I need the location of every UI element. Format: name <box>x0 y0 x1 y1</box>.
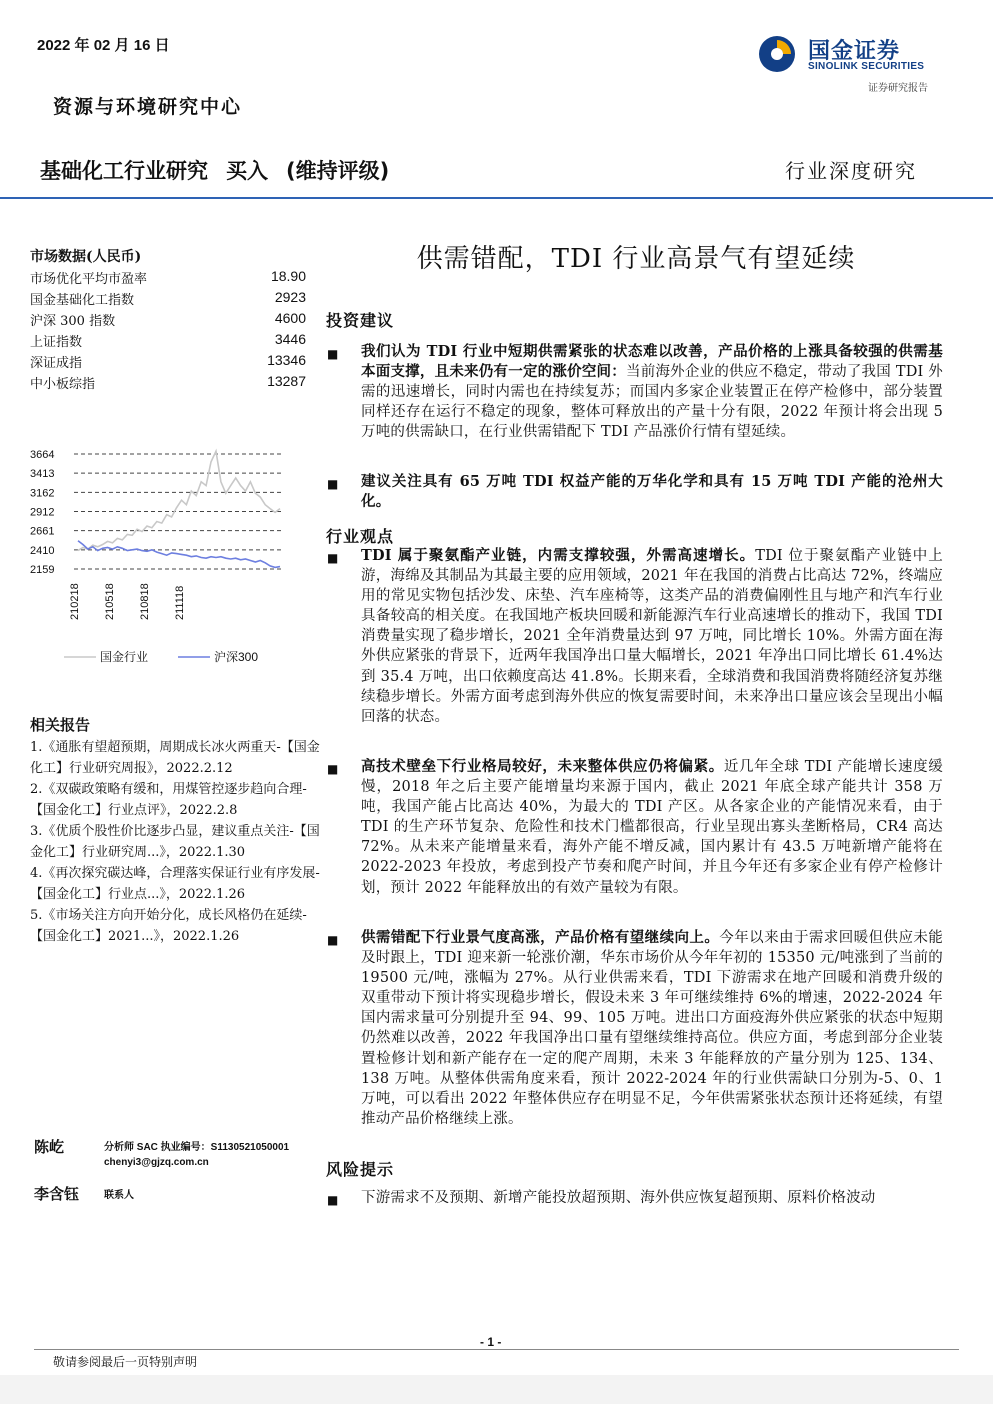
analyst-sac-number: 分析师 SAC 执业编号：S1130521050001 <box>104 1142 290 1153</box>
report-date: 2022 年 02 月 16 日 <box>37 37 170 54</box>
paragraph <box>361 1188 943 1208</box>
analyst-name: 陈屹 <box>34 1138 65 1156</box>
y-tick-label: 3664 <box>30 449 55 461</box>
x-tick-label: 210518 <box>104 583 116 620</box>
market-value: 18.90 <box>270 268 306 284</box>
paragraph <box>361 472 943 512</box>
bullet-icon: ■ <box>327 1193 339 1207</box>
paragraph-lead: 供需错配下行业景气度高涨，产品价格有望继续向上。 <box>361 929 720 946</box>
disclaimer-note: 敬请参阅最后一页特别声明 <box>53 1355 198 1369</box>
bullet-icon: ■ <box>327 762 339 776</box>
paragraph-lead: TDI 属于聚氨酯产业链，内需支撑较强，外需高速增长。 <box>361 547 756 564</box>
x-tick-label: 210218 <box>69 583 81 620</box>
legend-label: 国金行业 <box>100 650 149 664</box>
series-line <box>78 451 280 550</box>
market-row <box>30 268 306 288</box>
market-row <box>30 310 306 330</box>
market-label: 市场优化平均市盈率 <box>30 272 148 287</box>
bullet-icon: ■ <box>327 933 339 947</box>
paragraph-lead: 我们认为 TDI 行业中短期供需紧张的状态难以改善，产品价格的上涨具备较强的供需基本面支撑，且未来仍有一定的涨价空间： <box>361 343 943 381</box>
research-center: 资源与环境研究中心 <box>53 96 243 118</box>
paragraph <box>361 342 943 442</box>
market-label: 中小板综指 <box>30 377 96 392</box>
brand-name: 国金证券 <box>808 39 901 64</box>
analyst-info <box>104 1140 289 1170</box>
paragraph-body: 下游需求不及预期、新增产能投放超预期、海外供应恢复超预期、原料价格波动 <box>361 1190 876 1206</box>
section-industry-view: 行业观点 <box>326 527 395 546</box>
report-category: 行业深度研究 <box>785 159 917 183</box>
y-tick-label: 2912 <box>30 506 55 519</box>
section-risk: 风险提示 <box>326 1160 395 1179</box>
market-row <box>30 289 306 309</box>
rating: 买入 <box>226 159 268 183</box>
legend-label: 沪深300 <box>214 650 259 664</box>
related-report-link[interactable]: 1.《通胀有望超预期，周期成长冰火两重天-【国金化工】行业研究周报》，2022.2.12 <box>30 740 320 776</box>
bullet-icon: ■ <box>327 477 339 491</box>
market-row <box>30 373 306 393</box>
paragraph-body: TDI 位于聚氨酯产业链中上游，海绵及其制品为其最主要的应用领域，2021 年在我国的消费占比高达 72%，终端应用的常见实物包括沙发、床垫、汽车座椅等，这类产品的消费偏刚性且与地产和汽车行业具备较高的相关度。在我国地产板块回暖和新能源汽车行业高速增长的推动下，我国 TDI 消费量实现了稳步增长，2021 全年消费量达到 97 万吨，同比增长 10%。外需方面在海外供应紧张的背景下，近两年我国净出口量大幅增长，2021 年净出口同比增长 61.4%达到 35.4 万吨，出口依赖度高达 41.8%。长期来看，全球消费和我国消费将随经济复苏继续稳步增长。外需方面考虑到海外供应的恢复需要时间，未来净出口量应该会呈现出小幅回落的状态。 <box>361 548 944 725</box>
market-label: 深证成指 <box>30 356 83 371</box>
paragraph-lead: 高技术壁垒下行业格局较好，未来整体供应仍将偏紧。 <box>361 758 724 775</box>
paragraph <box>361 928 943 1129</box>
rating-note: (维持评级) <box>286 159 390 183</box>
x-tick-label: 210818 <box>139 583 151 620</box>
bullet-icon: ■ <box>327 551 339 565</box>
market-value: 4600 <box>274 310 306 326</box>
market-value: 13287 <box>267 373 306 389</box>
related-report-link[interactable]: 2.《双碳政策略有缓和，用煤管控逐步趋向合理-【国金化工】行业点评》，2022.2.8 <box>30 782 307 818</box>
industry-name: 基础化工行业研究 <box>40 159 208 183</box>
market-value: 3446 <box>274 331 306 347</box>
y-tick-label: 3162 <box>30 487 55 500</box>
series-line <box>78 541 280 568</box>
header-divider <box>0 197 993 199</box>
industry-heading <box>40 155 407 185</box>
market-row <box>30 331 306 351</box>
contact-info <box>104 1188 134 1203</box>
market-value: 13346 <box>267 352 306 368</box>
y-tick-label: 2159 <box>30 564 55 576</box>
market-row <box>30 352 306 372</box>
analyst-email[interactable]: chenyi3@gjzq.com.cn <box>104 1157 209 1168</box>
y-tick-label: 2410 <box>30 544 55 557</box>
market-value: 2923 <box>274 289 306 305</box>
market-label: 沪深 300 指数 <box>30 314 116 329</box>
contact-name: 李含钰 <box>34 1185 80 1203</box>
market-label: 上证指数 <box>30 335 83 350</box>
related-reports-title: 相关报告 <box>30 716 91 734</box>
page-number: - 1 - <box>480 1335 502 1349</box>
sinolink-logo-icon <box>757 34 797 74</box>
paragraph-lead: 建议关注具有 65 万吨 TDI 权益产能的万华化学和具有 15 万吨 TDI 产能的沧州大化。 <box>361 473 943 511</box>
y-tick-label: 2661 <box>30 525 55 538</box>
related-report-link[interactable]: 5.《市场关注方向开始分化，成长风格仍在延续-【国金化工】2021...》，2022.1.26 <box>30 908 307 944</box>
paragraph <box>361 546 943 727</box>
brand-name-en: SINOLINK SECURITIES <box>808 61 925 72</box>
y-tick-label: 3413 <box>30 468 55 481</box>
paragraph-body: 近几年全球 TDI 产能增长速度缓慢，2018 年之后主要产能增量均来源于国内，截止 2021 年底全球产能共计 358 万吨，我国产能占比高达 40%，为最大的 TDI 产区。从各家企业的产能情况来看，由于 TDI 的生产环节复杂、危险性和技术门槛都很高，行业呈现出寡头垄断格局，CR4 高达 72%。从未来产能增量来看，海外产能不增反减，国内累计有 43.5 万吨新增产能将在 2022-2023 年投放，考虑到投产节奏和爬产时间，并且今年还有多家企业有停产检修计划，预计 2022 年能释放出的有效产量较为有限。 <box>361 759 943 896</box>
paragraph-body: 当前海外企业的供应不稳定，带动了我国 TDI 外需的迅速增长，同时内需也在持续复苏；而国内多家企业装置正在停产检修中，部分装置同样还存在运行不稳定的现象，整体可释放出的产量十分有限，2022 年预计将会出现 5 万吨的供需缺口，在行业供需错配下 TDI 产品涨价行情有望延续。 <box>361 364 943 441</box>
x-tick-label: 211118 <box>174 585 186 620</box>
paragraph <box>361 757 943 898</box>
related-report-link[interactable]: 3.《优质个股性价比逐步凸显，建议重点关注-【国金化工】行业研究周...》，2022.1.30 <box>30 824 320 860</box>
market-data-title: 市场数据(人民币) <box>30 249 142 265</box>
bullet-icon: ■ <box>327 347 339 361</box>
bottom-band <box>0 1375 993 1404</box>
section-investment-advice: 投资建议 <box>326 311 395 330</box>
report-type: 证券研究报告 <box>868 83 928 94</box>
market-label: 国金基础化工指数 <box>30 293 135 308</box>
contact-role: 联系人 <box>104 1190 134 1201</box>
report-title: 供需错配，TDI 行业高景气有望延续 <box>416 244 856 274</box>
related-report-link[interactable]: 4.《再次探究碳达峰，合理落实保证行业有序发展-【国金化工】行业点...》，2022.1.26 <box>30 866 320 902</box>
paragraph-body: 今年以来由于需求回暖但供应未能及时跟上，TDI 迎来新一轮涨价潮，华东市场价从今年年初的 15350 元/吨涨到了当前的 19500 元/吨，涨幅为 27%。从行业供需来看，TDI 下游需求在地产回暖和消费升级的双重带动下预计将实现稳步增长，假设未来 3 年可继续维持 6%的增速，2022-2024 年国内需求量可分别提升至 94、99、105 万吨。进出口方面疫海外供应紧张的状态中短期仍然难以改善，2022 年我国净出口量有望继续维持高位。供应方面，考虑到部分企业装置检修计划和新产能存在一定的爬产周期，未来 3 年能释放的产量分别为 125、134、138 万吨。从整体供需角度来看，预计 2022-2024 年的行业供需缺口分别为-5、0、1 万吨，可以看出 2022 年整体供应存在明显不足，今年供需紧张状态预计还将延续，有望推动产品价格继续上涨。 <box>361 930 943 1127</box>
footer-divider <box>34 1349 959 1350</box>
index-line-chart <box>28 440 300 670</box>
